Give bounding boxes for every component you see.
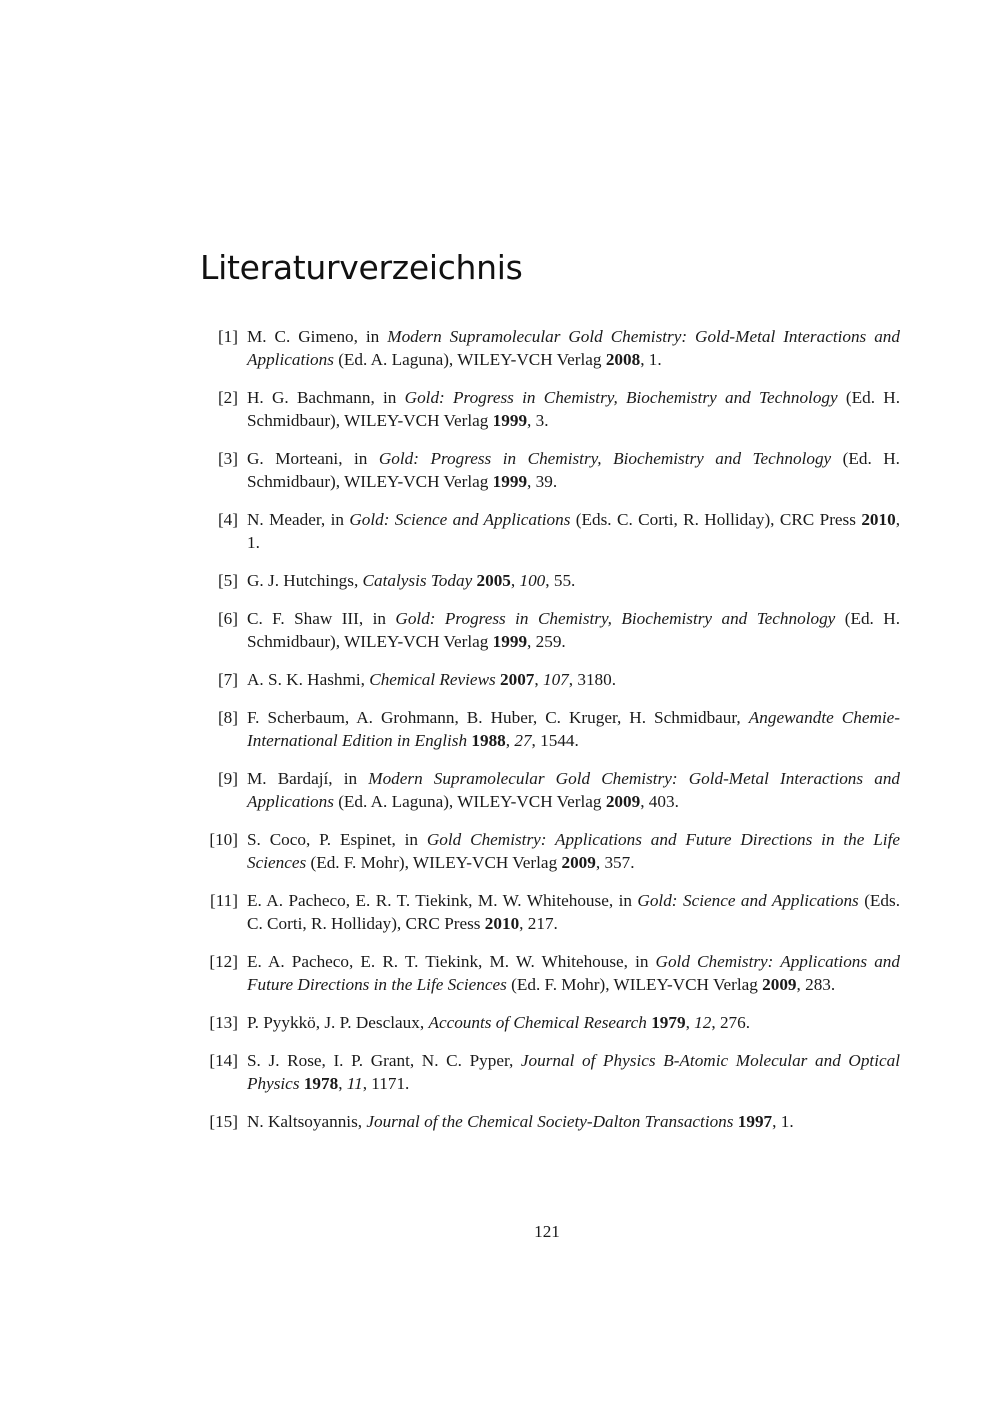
reference-authors: P. Pyykkö, J. P. Desclaux, [247, 1013, 429, 1032]
reference-separator: , [505, 731, 515, 750]
reference-publisher: (Eds. C. Corti, R. Holliday), CRC Press [247, 891, 900, 933]
reference-entry [200, 508, 900, 554]
reference-authors: N. Kaltsoyannis, [247, 1112, 367, 1131]
reference-separator: , [640, 350, 649, 369]
reference-year: 1999 [492, 632, 528, 651]
bibliography-list [200, 325, 900, 1148]
reference-authors: M. Bardají, in [247, 769, 369, 788]
reference-entry [200, 607, 900, 653]
reference-pages: 1. [247, 533, 260, 552]
page-title: Literaturverzeichnis [200, 248, 523, 287]
reference-separator: , [595, 853, 605, 872]
reference-pages: , 1171. [362, 1074, 410, 1093]
reference-publisher: (Ed. H. Schmidbaur), WILEY-VCH Verlag [247, 449, 900, 491]
reference-publisher: (Ed. F. Mohr), WILEY-VCH Verlag [506, 975, 763, 994]
reference-pages: , 276. [711, 1013, 751, 1032]
reference-authors: G. J. Hutchings, [247, 571, 363, 590]
reference-source: Gold Chemistry: Applications and Future Directions in the Life Sciences [247, 952, 900, 994]
reference-separator: , [510, 571, 520, 590]
reference-authors: F. Scherbaum, A. Grohmann, B. Huber, C. Kruger, H. Schmidbaur, [247, 708, 749, 727]
reference-authors: A. S. K. Hashmi, [247, 670, 370, 689]
reference-pages: 283. [805, 975, 836, 994]
reference-number: [6] [217, 609, 238, 628]
reference-source: Journal of Physics B-Atomic Molecular and Optical Physics [247, 1051, 900, 1093]
reference-year: 2010 [484, 914, 520, 933]
reference-separator: , [519, 914, 528, 933]
reference-publisher: (Ed. F. Mohr), WILEY-VCH Verlag [306, 853, 562, 872]
reference-authors: C. F. Shaw III, in [247, 609, 396, 628]
reference-number: [5] [217, 571, 238, 590]
reference-number: [15] [209, 1112, 238, 1131]
reference-entry [200, 668, 900, 691]
reference-number: [9] [217, 769, 238, 788]
reference-number: [14] [209, 1051, 238, 1070]
reference-pages: 1. [648, 350, 662, 369]
reference-source: Gold: Science and Applications [637, 891, 859, 910]
reference-source: Gold: Science and Applications [349, 510, 571, 529]
reference-year: 1997 [737, 1112, 773, 1131]
reference-pages: 403. [648, 792, 679, 811]
reference-entry [200, 950, 900, 996]
reference-publisher: (Ed. H. Schmidbaur), WILEY-VCH Verlag [247, 388, 901, 430]
reference-year: 1999 [492, 472, 528, 491]
reference-number: [4] [217, 510, 238, 529]
reference-separator: , [685, 1013, 695, 1032]
reference-authors: E. A. Pacheco, E. R. T. Tiekink, M. W. Whitehouse, in [247, 891, 638, 910]
reference-entry [200, 386, 900, 432]
reference-pages: 3. [535, 411, 549, 430]
reference-source: Angewandte Chemie-International Edition in English [247, 708, 900, 750]
reference-entry [200, 325, 900, 371]
reference-number: [8] [217, 708, 238, 727]
reference-publisher: (Ed. H. Schmidbaur), WILEY-VCH Verlag [247, 609, 900, 651]
reference-publisher: (Ed. A. Laguna), WILEY-VCH Verlag [333, 792, 606, 811]
reference-entry [200, 447, 900, 493]
reference-number: [2] [217, 388, 238, 407]
reference-year: 1979 [651, 1013, 686, 1032]
reference-authors: H. G. Bachmann, in [247, 388, 405, 407]
reference-authors: N. Meader, in [247, 510, 350, 529]
reference-source: Accounts of Chemical Research [428, 1013, 647, 1032]
reference-year: 2009 [561, 853, 596, 872]
reference-source: Gold Chemistry: Applications and Future Directions in the Life Sciences [247, 830, 900, 872]
reference-number: [12] [209, 952, 238, 971]
reference-entry [200, 767, 900, 813]
reference-pages: 259. [535, 632, 566, 651]
reference-source: Modern Supramolecular Gold Chemistry: Gold-Metal Interactions and Applications [247, 327, 900, 369]
reference-number: [10] [209, 830, 238, 849]
reference-entry [200, 889, 900, 935]
reference-year: 2009 [762, 975, 797, 994]
reference-year: 1999 [492, 411, 528, 430]
reference-entry [200, 1049, 900, 1095]
reference-authors: E. A. Pacheco, E. R. T. Tiekink, M. W. Whitehouse, in [247, 952, 656, 971]
reference-entry [200, 1011, 900, 1034]
reference-separator: , [527, 472, 536, 491]
reference-source: Gold: Progress in Chemistry, Biochemistry and Technology [395, 609, 836, 628]
reference-year: 1988 [471, 731, 506, 750]
reference-entry [200, 706, 900, 752]
reference-source: Chemical Reviews [369, 670, 496, 689]
reference-source: Gold: Progress in Chemistry, Biochemistry and Technology [404, 388, 838, 407]
reference-separator: , [527, 632, 536, 651]
reference-entry [200, 569, 900, 592]
reference-pages: , 1544. [531, 731, 579, 750]
reference-separator: , [527, 411, 536, 430]
reference-separator: , [640, 792, 649, 811]
reference-year: 2005 [476, 571, 511, 590]
reference-number: [3] [217, 449, 238, 468]
reference-authors: S. Coco, P. Espinet, in [247, 830, 427, 849]
reference-pages: 39. [535, 472, 558, 491]
reference-separator: , [895, 510, 900, 529]
reference-publisher: (Ed. A. Laguna), WILEY-VCH Verlag [333, 350, 606, 369]
reference-number: [1] [217, 327, 238, 346]
reference-source: Catalysis Today [362, 571, 473, 590]
reference-volume: 12 [694, 1013, 712, 1032]
reference-entry [200, 1110, 900, 1133]
reference-number: [13] [209, 1013, 238, 1032]
reference-year: 2007 [500, 670, 535, 689]
reference-publisher: (Eds. C. Corti, R. Holliday), CRC Press [570, 510, 862, 529]
reference-pages: 1. [780, 1112, 794, 1131]
reference-volume: 107 [542, 670, 569, 689]
reference-pages: 217. [527, 914, 558, 933]
reference-pages: , 3180. [568, 670, 617, 689]
reference-year: 2010 [861, 510, 896, 529]
reference-volume: 100 [519, 571, 546, 590]
reference-volume: 11 [346, 1074, 363, 1093]
reference-authors: S. J. Rose, I. P. Grant, N. C. Pyper, [247, 1051, 521, 1070]
reference-year: 2008 [605, 350, 641, 369]
reference-entry [200, 828, 900, 874]
reference-authors: G. Morteani, in [247, 449, 379, 468]
reference-source: Journal of the Chemical Society-Dalton Transactions [366, 1112, 734, 1131]
reference-number: [11] [210, 891, 238, 910]
reference-pages: 357. [604, 853, 635, 872]
reference-volume: 27 [514, 731, 532, 750]
page-number: 121 [534, 1222, 560, 1241]
reference-separator: , [534, 670, 543, 689]
reference-source: Modern Supramolecular Gold Chemistry: Gold-Metal Interactions and Applications [247, 769, 901, 811]
reference-pages: , 55. [545, 571, 576, 590]
reference-number: [7] [217, 670, 238, 689]
reference-separator: , [772, 1112, 781, 1131]
reference-year: 1978 [303, 1074, 339, 1093]
reference-year: 2009 [605, 792, 641, 811]
reference-authors: M. C. Gimeno, in [247, 327, 388, 346]
reference-separator: , [338, 1074, 347, 1093]
reference-separator: , [796, 975, 806, 994]
reference-source: Gold: Progress in Chemistry, Biochemistry and Technology [378, 449, 832, 468]
